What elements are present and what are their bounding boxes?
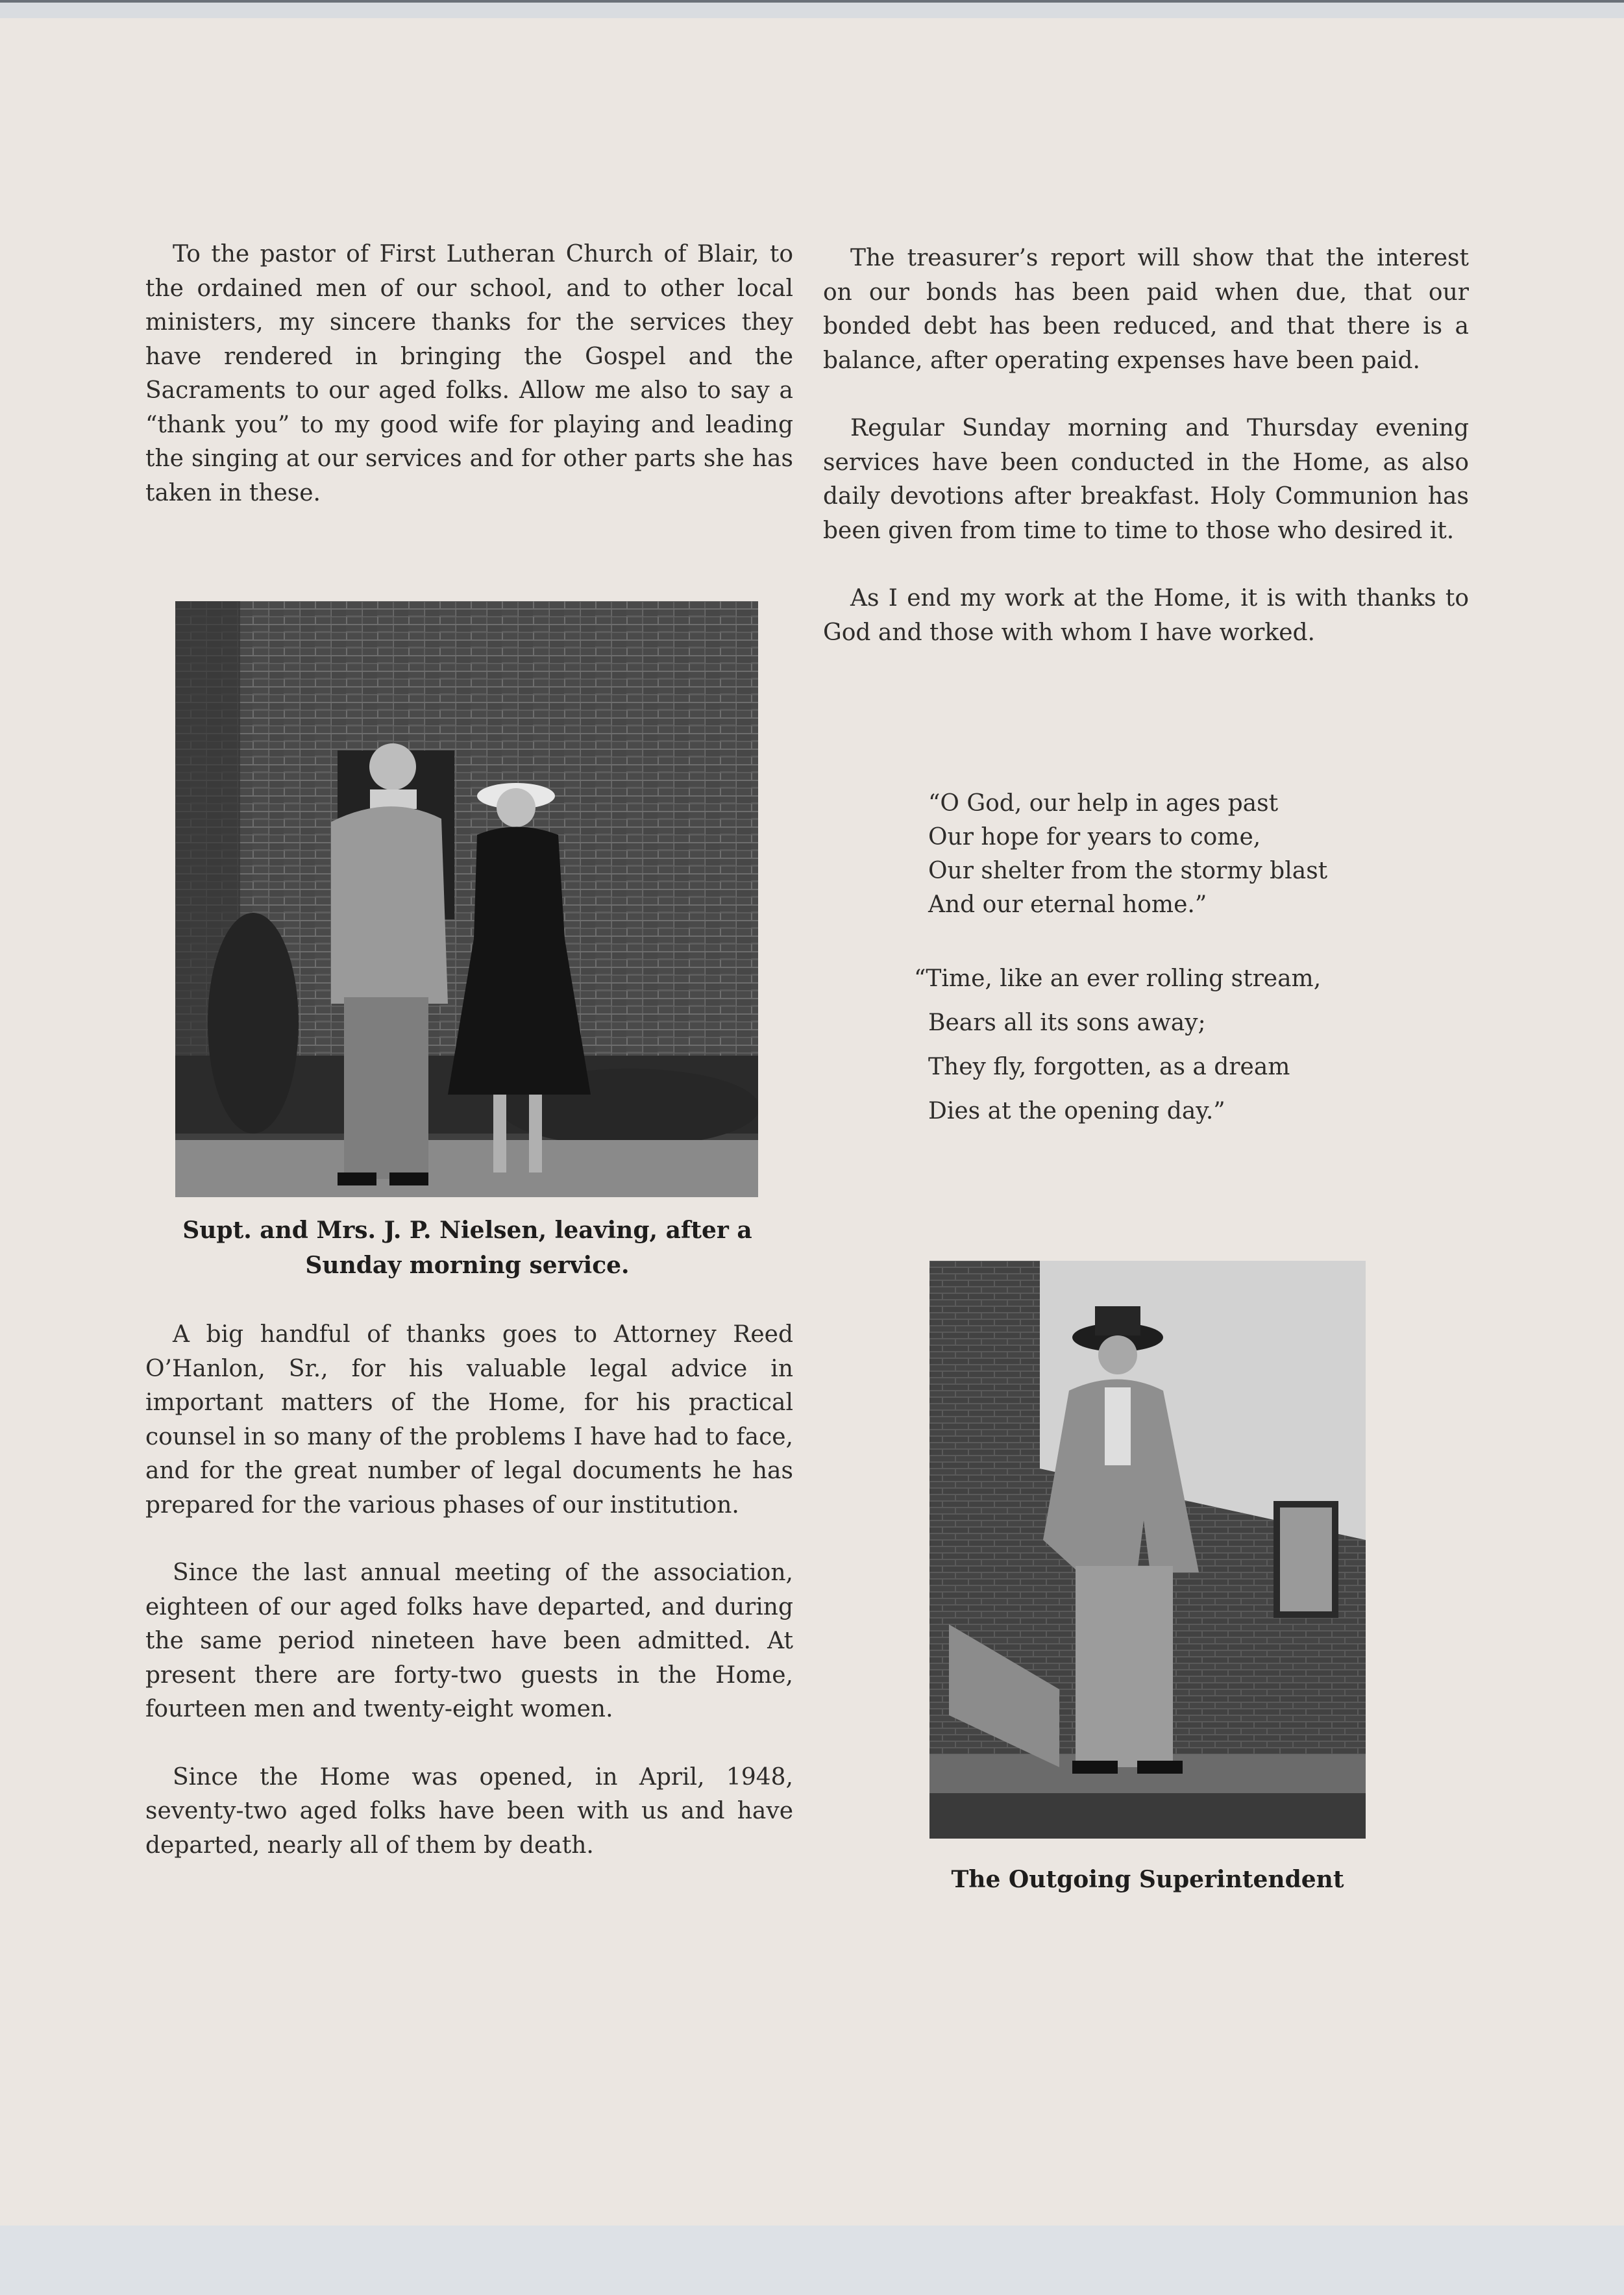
- paragraph-attorney-thanks: A big handful of thanks goes to Attorney Reed O’Hanlon, Sr., for his valuable legal advice in important matters of the Home, for his practical counsel in so many of the problems I have had to face, and for the great number of legal documents he has prepared for the various phases of our institution.: [145, 1321, 793, 1519]
- photo-caption-nielsen: Supt. and Mrs. J. P. Nielsen, leaving, after a Sunday morning service.: [182, 1217, 752, 1279]
- hymn-line: “Time, like an ever rolling stream,: [914, 965, 1322, 992]
- hymn-line: Our shelter from the stormy blast: [928, 858, 1328, 884]
- hymn-verse-1: [928, 787, 1327, 922]
- paragraph-services: Regular Sunday morning and Thursday evening services have been conducted in the Home, as also daily devotions after breakfast. Holy Communion has been given from time to time to those who desired it.: [823, 415, 1469, 544]
- left-column-top: [145, 238, 793, 544]
- hymn-line: They fly, forgotten, as a dream: [928, 1054, 1290, 1080]
- hymn-line: Dies at the opening day.”: [928, 1098, 1225, 1124]
- paragraph-treasurer-report: The treasurer’s report will show that the interest on our bonds has been paid when due, that our bonded debt has been reduced, and that there is a balance, after operating expenses have been paid.: [823, 245, 1469, 374]
- hymn-line: Our hope for years to come,: [928, 824, 1261, 850]
- photo-outgoing-superintendent: [929, 1261, 1366, 1839]
- hymn-line: Bears all its sons away;: [928, 1010, 1206, 1036]
- paragraph-admissions: Since the last annual meeting of the association, eighteen of our aged folks have departed, and during the same period nineteen have been admitted. At present there are forty-two guests in the Home, fourteen men and twenty-eight women.: [145, 1559, 793, 1722]
- paragraph-closing: As I end my work at the Home, it is with thanks to God and those with whom I have worked.: [823, 585, 1469, 646]
- right-column: [823, 242, 1469, 684]
- paragraph-pastor-thanks: To the pastor of First Lutheran Church of Blair, to the ordained men of our school, and to other local ministers, my sincere thanks for the services they have rendered in bringing the Gospel and the Sacraments to our aged folks. Allow me also to say a “thank you” to my good wife for playing and leading the singing at our services and for other parts she has taken in these.: [145, 241, 793, 506]
- photo-caption-superintendent: The Outgoing Superintendent: [951, 1866, 1344, 1893]
- page-top-edge: [0, 0, 1624, 3]
- hymn-verse-2: [914, 957, 1321, 1134]
- paragraph-since-opened: Since the Home was opened, in April, 1948, seventy-two aged folks have been with us and have departed, nearly all of them by death.: [145, 1763, 793, 1859]
- hymn-line: “O God, our help in ages past: [928, 790, 1279, 817]
- scan-background: [0, 2226, 1624, 2295]
- photo-nielsen-couple: [175, 601, 758, 1197]
- left-column-bottom: [145, 1318, 793, 1896]
- hymn-line: And our eternal home.”: [928, 891, 1207, 918]
